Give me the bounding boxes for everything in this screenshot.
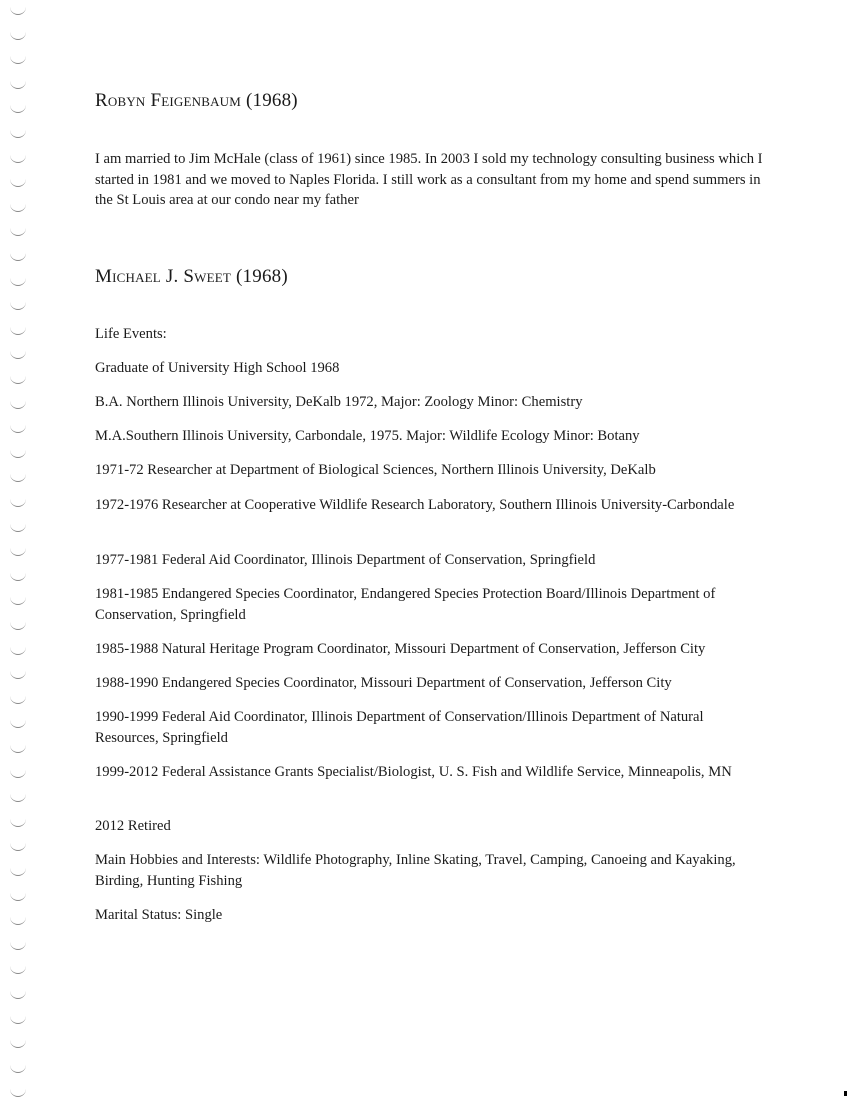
binding-ring — [10, 203, 26, 212]
binding-ring — [10, 31, 26, 40]
binding-ring — [10, 104, 26, 113]
binding-ring — [10, 424, 26, 433]
binding-ring — [10, 252, 26, 261]
binding-ring — [10, 227, 26, 236]
binding-ring — [10, 1088, 26, 1097]
paragraph-event: 2012 Retired — [95, 818, 171, 834]
binding-ring — [10, 154, 26, 163]
binding-ring — [10, 867, 26, 876]
binding-ring — [10, 621, 26, 630]
paragraph-event: Graduate of University High School 1968 — [95, 360, 340, 376]
paragraph-bio: I am married to Jim McHale (class of 1961) since 1985. In 2003 I sold my technology consulting business which I started in 1981 and we moved to Naples Florida. I still work as a consultant from my home and spend summers in the St Louis area at our condo near my father — [95, 151, 763, 208]
binding-ring — [10, 277, 26, 286]
paragraph-event: 1981-1985 Endangered Species Coordinator, Endangered Species Protection Board/Illinois Department of Conservation, Springfield — [95, 586, 716, 623]
binding-ring — [10, 793, 26, 802]
paragraph-event: B.A. Northern Illinois University, DeKalb 1972, Major: Zoology Minor: Chemistry — [95, 394, 583, 410]
binding-ring — [10, 818, 26, 827]
person-name: Robyn Feigenbaum — [95, 90, 242, 111]
class-year: (1968) — [245, 90, 298, 111]
person-name: Michael J. Sweet — [95, 266, 232, 287]
binding-ring — [10, 596, 26, 605]
binding-ring — [10, 842, 26, 851]
binding-ring — [10, 326, 26, 335]
scan-edge-mark — [844, 1091, 847, 1096]
paragraph-life-events: Life Events: — [95, 326, 167, 342]
binding-ring — [10, 523, 26, 532]
paragraph-event: 1985-1988 Natural Heritage Program Coordinator, Missouri Department of Conservation, Jefferson City — [95, 641, 706, 657]
binding-ring — [10, 941, 26, 950]
binding-ring — [10, 473, 26, 482]
paragraph-event: 1977-1981 Federal Aid Coordinator, Illinois Department of Conservation, Springfield — [95, 552, 596, 568]
binding-ring — [10, 449, 26, 458]
paragraph-hobbies: Main Hobbies and Interests: Wildlife Photography, Inline Skating, Travel, Camping, Canoeing and Kayaking, Birding, Hunting Fishing — [95, 852, 736, 889]
binding-ring — [10, 55, 26, 64]
binding-ring — [10, 695, 26, 704]
binding-ring — [10, 1039, 26, 1048]
binding-ring — [10, 916, 26, 925]
binding-ring — [10, 400, 26, 409]
binding-ring — [10, 375, 26, 384]
binding-ring — [10, 719, 26, 728]
binding-ring — [10, 1064, 26, 1073]
binding-ring — [10, 498, 26, 507]
binding-ring — [10, 6, 26, 15]
binding-ring — [10, 965, 26, 974]
binding-ring — [10, 670, 26, 679]
paragraph-event: 1971-72 Researcher at Department of Biological Sciences, Northern Illinois University, DeKalb — [95, 462, 656, 478]
binding-ring — [10, 892, 26, 901]
binding-ring — [10, 572, 26, 581]
paragraph-event: 1988-1990 Endangered Species Coordinator, Missouri Department of Conservation, Jefferson City — [95, 675, 672, 691]
paragraph-marital-status: Marital Status: Single — [95, 907, 223, 923]
binding-ring — [10, 547, 26, 556]
binding-ring — [10, 646, 26, 655]
binding-ring — [10, 990, 26, 999]
paragraph-event: 1972-1976 Researcher at Cooperative Wildlife Research Laboratory, Southern Illinois University-Carbondale — [95, 497, 735, 513]
section-heading-robyn-feigenbaum — [95, 90, 298, 112]
binding-ring — [10, 301, 26, 310]
section-heading-michael-sweet — [95, 266, 288, 288]
binding-ring — [10, 80, 26, 89]
binding-ring — [10, 1015, 26, 1024]
class-year: (1968) — [236, 266, 288, 287]
paragraph-event: 1990-1999 Federal Aid Coordinator, Illinois Department of Conservation/Illinois Department of Natural Resources, Springfield — [95, 709, 704, 746]
binding-ring — [10, 129, 26, 138]
binding-ring — [10, 744, 26, 753]
spiral-binding — [0, 0, 40, 1099]
binding-ring — [10, 350, 26, 359]
paragraph-event: M.A.Southern Illinois University, Carbondale, 1975. Major: Wildlife Ecology Minor: Botany — [95, 428, 640, 444]
paragraph-event: 1999-2012 Federal Assistance Grants Specialist/Biologist, U. S. Fish and Wildlife Service, Minneapolis, MN — [95, 764, 732, 780]
binding-ring — [10, 769, 26, 778]
binding-ring — [10, 178, 26, 187]
